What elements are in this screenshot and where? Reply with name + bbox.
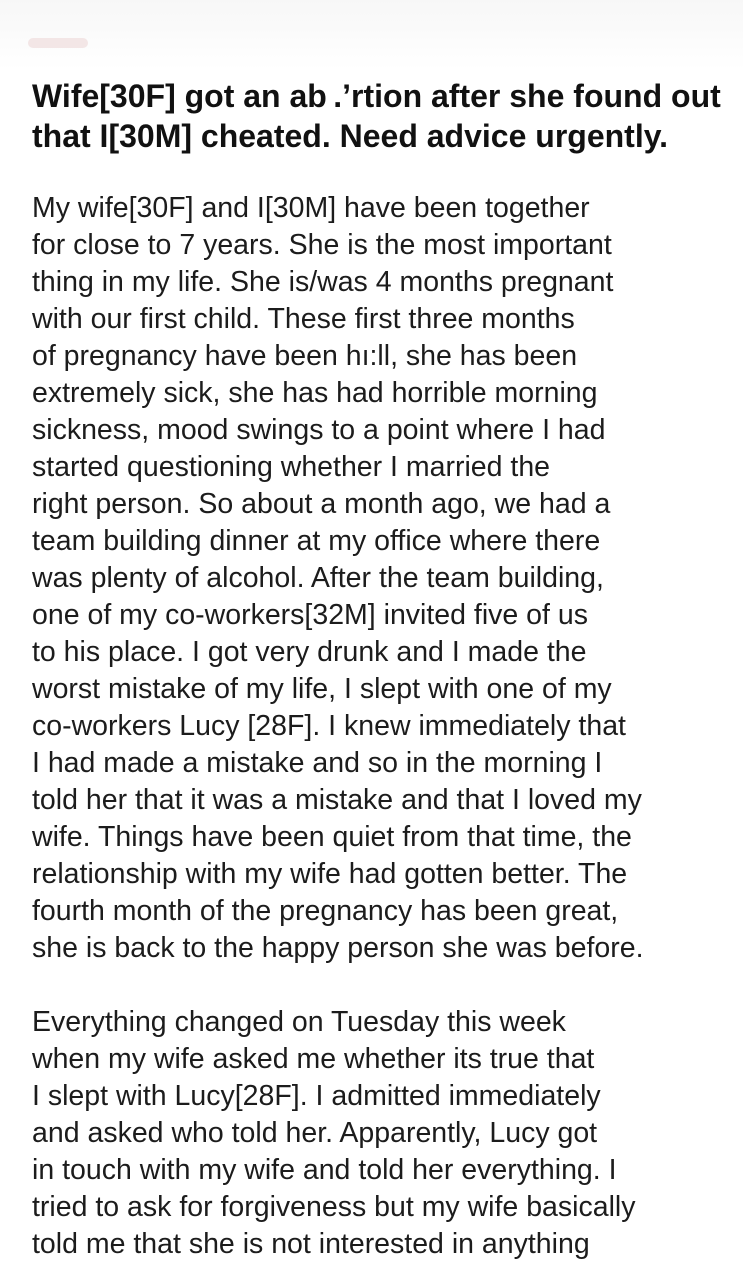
faded-header-mark	[28, 38, 88, 48]
paragraph-line: co-workers Lucy [28F]. I knew immediately that	[32, 710, 626, 742]
paragraph-line: extremely sick, she has had horrible morning	[32, 377, 598, 409]
paragraph-line: I slept with Lucy[28F]. I admitted immediately	[32, 1080, 601, 1112]
paragraph-line: fourth month of the pregnancy has been great,	[32, 895, 619, 927]
paragraph-line: Everything changed on Tuesday this week	[32, 1006, 566, 1038]
paragraph-line: started questioning whether I married the	[32, 451, 551, 483]
post-body	[32, 190, 722, 1263]
paragraph-line: and asked who told her. Apparently, Lucy got	[32, 1117, 598, 1149]
paragraph-line: told me that she is not interested in anything	[32, 1228, 590, 1260]
paragraph-line: for close to 7 years. She is the most important	[32, 229, 612, 261]
paragraph-line: when my wife asked me whether its true that	[32, 1043, 595, 1075]
post-paragraph	[32, 1004, 722, 1263]
paragraph-line: relationship with my wife had gotten better. The	[32, 858, 628, 890]
paragraph-line: one of my co-workers[32M] invited five of us	[32, 599, 588, 631]
paragraph-line: to his place. I got very drunk and I made the	[32, 636, 587, 668]
paragraph-line: told her that it was a mistake and that I loved my	[32, 784, 642, 816]
paragraph-line: of pregnancy have been hı:ll, she has been	[32, 340, 578, 372]
paragraph-line: in touch with my wife and told her everything. I	[32, 1154, 617, 1186]
paragraph-line: I had made a mistake and so in the morning I	[32, 747, 603, 779]
paragraph-line: tried to ask for forgiveness but my wife basically	[32, 1191, 636, 1223]
paragraph-line: wife. Things have been quiet from that time, the	[32, 821, 632, 853]
top-header-fade	[0, 0, 743, 70]
paragraph-line: worst mistake of my life, I slept with one of my	[32, 673, 612, 705]
paragraph-line: sickness, mood swings to a point where I had	[32, 414, 606, 446]
post-title: Wife[30F] got an ab .’rtion after she found out that I[30M] cheated. Need advice urgently.	[32, 78, 721, 154]
paragraph-line: she is back to the happy person she was before.	[32, 932, 644, 964]
post-card	[32, 76, 722, 1263]
post-paragraph	[32, 190, 722, 967]
paragraph-line: My wife[30F] and I[30M] have been together	[32, 192, 590, 224]
paragraph-line: right person. So about a month ago, we had a	[32, 488, 611, 520]
paragraph-line: team building dinner at my office where there	[32, 525, 601, 557]
paragraph-line: was plenty of alcohol. After the team building,	[32, 562, 604, 594]
paragraph-line: thing in my life. She is/was 4 months pregnant	[32, 266, 614, 298]
paragraph-line: with our first child. These first three months	[32, 303, 575, 335]
